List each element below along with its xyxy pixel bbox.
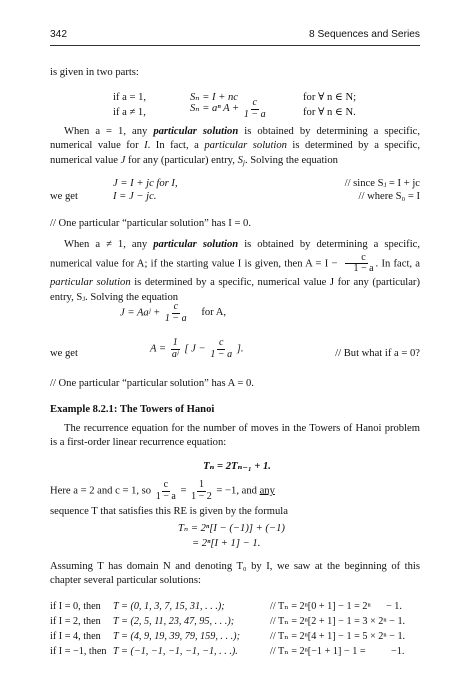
case-1-condition: if a = 1, (113, 92, 147, 103)
case-1-equation: Sₙ = I + nc (190, 92, 239, 103)
paragraph-a-not-1: When a ≠ 1, any particular solution is obtained by determining a specific, numerical value for A; if the starting value I is given, then A = I − $\frac{c}{1 - a}$ . In fact, a particular solution is determined by a specific, numerical value J for any (particular) entry, Sⱼ. Solving the equation (50, 239, 421, 304)
solve-1-result: I = J − jc. (113, 191, 157, 202)
header-rule (50, 45, 420, 46)
solve-2-result: A = $\frac{1}{\text{aʲ}}$ [ J − $\frac{c}{1 - a}$ ]. (150, 337, 244, 360)
solve-1-comment: // since Sⱼ = I + jc (344, 178, 420, 189)
example-heading: Example 8.2.1: The Towers of Hanoi (50, 404, 215, 415)
here-line: Here a = 2 and c = 1, so $\frac{c}{1 - a}$ = $\frac{1}{1 - 2}$ = −1, and any (50, 479, 275, 502)
solution-row: if I = 4, then T = (4, 9, 19, 39, 79, 159, . . .); // Tₙ = 2ⁿ[4 + 1] − 1 = 5 × 2ⁿ − 1. (50, 631, 406, 642)
solution-row: if I = 0, then T = (0, 1, 3, 7, 15, 31, . . .); // Tₙ = 2ⁿ[0 + 1] − 1 = 2ⁿ − 1. (50, 601, 402, 612)
note-2: // One particular “particular solution” has A = 0. (50, 378, 254, 389)
case-2-condition: if a ≠ 1, (113, 107, 146, 118)
solve-2-equation: J = Aaʲ + $\frac{c}{1 - a}$ for A, (120, 301, 227, 324)
chapter-title: 8 Sequences and Series (308, 29, 420, 40)
formula-line-2: = 2ⁿ[I + 1] − 1. (192, 538, 261, 549)
formula-line-1: Tₙ = 2ⁿ[I − (−1)] + (−1) (178, 523, 285, 534)
solutions-table (50, 600, 420, 660)
solve-1-equation: J = I + jc for I, (113, 178, 178, 189)
here-line-continued: sequence T that satisfies this RE is given by the formula (50, 506, 288, 517)
assumption-paragraph: Assuming T has domain N and denoting T₀ by I, we saw at the beginning of this chapter several particular solutions: (50, 561, 420, 587)
page-number: 342 (50, 29, 67, 40)
example-intro: The recurrence equation for the number of moves in the Towers of Hanoi problem is a first-order linear recurrence equation: (50, 423, 420, 449)
case-2-domain: for ∀ n ∈ N. (303, 107, 356, 118)
solve-1-result-comment: // where S₀ = I (358, 191, 420, 202)
intro-text: is given in two parts: (50, 67, 139, 78)
recurrence-equation: Tₙ = 2Tₙ₋₁ + 1. (203, 461, 271, 472)
solve-2-comment: // But what if a = 0? (335, 348, 420, 359)
case-2-equation: Sₙ = aⁿ A + $\frac{c}{1 - a}$ (190, 97, 266, 120)
paragraph-a-equals-1: When a = 1, any particular solution is obtained by determining a specific, numerical value for I. In fact, a particular solution is determined by a specific, numerical value J for any (particular) entry, $S_j$. Solving the equation (50, 126, 420, 167)
we-get-label-2: we get (50, 348, 78, 359)
solution-row: if I = −1, then T = (−1, −1, −1, −1, −1, . . .). // Tₙ = 2ⁿ[−1 + 1] − 1 = −1. (50, 646, 405, 657)
we-get-label-1: we get (50, 191, 78, 202)
solution-row: if I = 2, then T = (2, 5, 11, 23, 47, 95, . . .); // Tₙ = 2ⁿ[2 + 1] − 1 = 3 × 2ⁿ − 1. (50, 616, 406, 627)
note-1: // One particular “particular solution” has I = 0. (50, 218, 252, 229)
case-1-domain: for ∀ n ∈ N; (303, 92, 357, 103)
